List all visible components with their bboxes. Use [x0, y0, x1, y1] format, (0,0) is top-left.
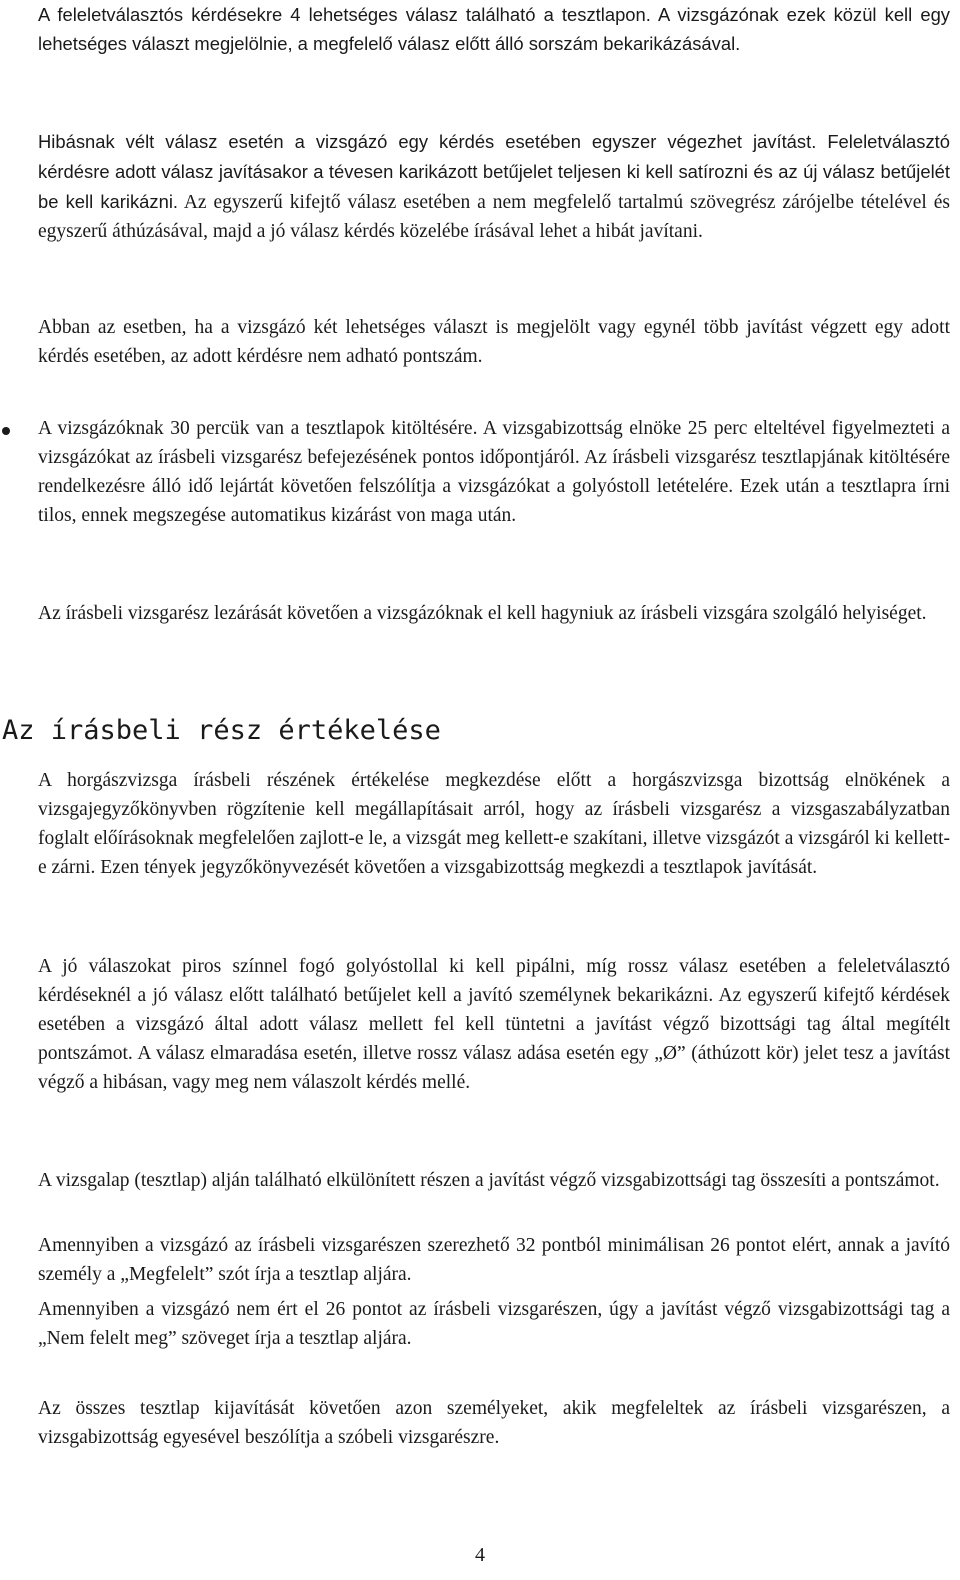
page-number: 4 — [475, 1544, 485, 1566]
paragraph-evaluation-start: A horgászvizsga írásbeli részének értékelése megkezdése előtt a horgászvizsga bizottság elnökének a vizsgajegyzőkönyvben rögzítenie kell megállapításait arról, hogy az írásbeli vizsgarész a vizsgaszabályzatban foglalt előírásoknak megfelelően zajlott-e le, a vizsgát meg kellett-e szakítani, illetve vizsgázót a vizsgáról ki kellett-e zárni. Ezen tények jegyzőkönyvezését követően a vizsgabizottság megkezdi a tesztlapok javítását. — [38, 770, 950, 878]
paragraph-oral-exam-call: Az összes tesztlap kijavítását követően azon személyeket, akik megfeleltek az írásbeli vizsgarészen, a vizsgabizottság egyesével beszólítja a szóbeli vizsgarészre. — [38, 1398, 950, 1448]
paragraph-marking-rules: A jó válaszokat piros színnel fogó golyóstollal ki kell pipálni, míg rossz válasz esetében a feleletválasztó kérdéseknél a jó válasz előtt található betűjelet kell a javító személynek bekarikázni. Az egyszerű kifejtő kérdések esetében a vizsgázó által adott válasz mellett fel kell tüntetni a javítást végző bizottsági tag által megítélt pontszámot. A válasz elmaradása esetén, illetve rossz válasz adása esetén egy „Ø” (áthúzott kör) jelet tesz a javítást végző a hibásan, vagy meg nem válaszolt kérdés mellé. — [38, 956, 950, 1093]
paragraph-multiple-choice-rules: A feleletválasztós kérdésekre 4 lehetséges válasz található a tesztlapon. A vizsgázónak ezek közül kell egy lehetséges választ megjelölnie, a megfelelő válasz előtt álló sorszám bekarikázásával. — [38, 4, 950, 54]
correction-rules-sans-part: Hibásnak vélt válasz esetén a vizsgázó egy kérdés esetében egyszer végezhet javítást. Feleletválasztó kérdésre adott válasz javításakor a tévesen karikázott betűjelet teljesen ki kell satírozni és az új válasz betűjelét be kell karikázni. — [38, 131, 950, 212]
paragraph-no-points-rule: Abban az esetben, ha a vizsgázó két lehetséges választ is megjelölt vagy egynél több javítást végzett egy adott kérdés esetében, az adott kérdésre nem adható pontszám. — [38, 317, 950, 367]
paragraph-time-limit: A vizsgázóknak 30 percük van a tesztlapok kitöltésére. A vizsgabizottság elnöke 25 perc elteltével figyelmezteti a vizsgázókat az írásbeli vizsgarész befejezésének pontos időpontjáról. Az írásbeli vizsgarész tesztlapjának kitöltésére rendelkezésre álló idő lejártát követően felszólítja a vizsgázókat a golyóstoll letételére. Ezek után a tesztlapra írni tilos, ennek megszegése automatikus kizárást von maga után. — [38, 418, 950, 526]
paragraph-leave-room: Az írásbeli vizsgarész lezárását követően a vizsgázóknak el kell hagyniuk az írásbeli vizsgára szolgáló helyiséget. — [38, 603, 927, 624]
paragraph-score-summary: A vizsgalap (tesztlap) alján található elkülönített részen a javítást végző vizsgabizottsági tag összesíti a pontszámot. — [38, 1170, 940, 1191]
section-heading: Az írásbeli rész értékelése — [2, 715, 441, 746]
paragraph-fail-rule: Amennyiben a vizsgázó nem ért el 26 pontot az írásbeli vizsgarészen, úgy a javítást végző vizsgabizottsági tag a „Nem felelt meg” szöveget írja a tesztlap aljára. — [38, 1299, 950, 1349]
paragraph-pass-rule: Amennyiben a vizsgázó az írásbeli vizsgarészen szerezhető 32 pontból minimálisan 26 pontot elért, annak a javító személy a „Megfelelt” szót írja a tesztlap aljára. — [38, 1235, 950, 1285]
paragraph-correction-rules — [38, 127, 950, 246]
correction-rules-serif-part: Az egyszerű kifejtő válasz esetében a nem megfelelő tartalmú szövegrész zárójelbe tételével és egyszerű áthúzásával, majd a jó válasz kérdés közelébe írásával lehet a hibát javítani. — [38, 192, 950, 242]
bullet-icon — [2, 427, 10, 435]
